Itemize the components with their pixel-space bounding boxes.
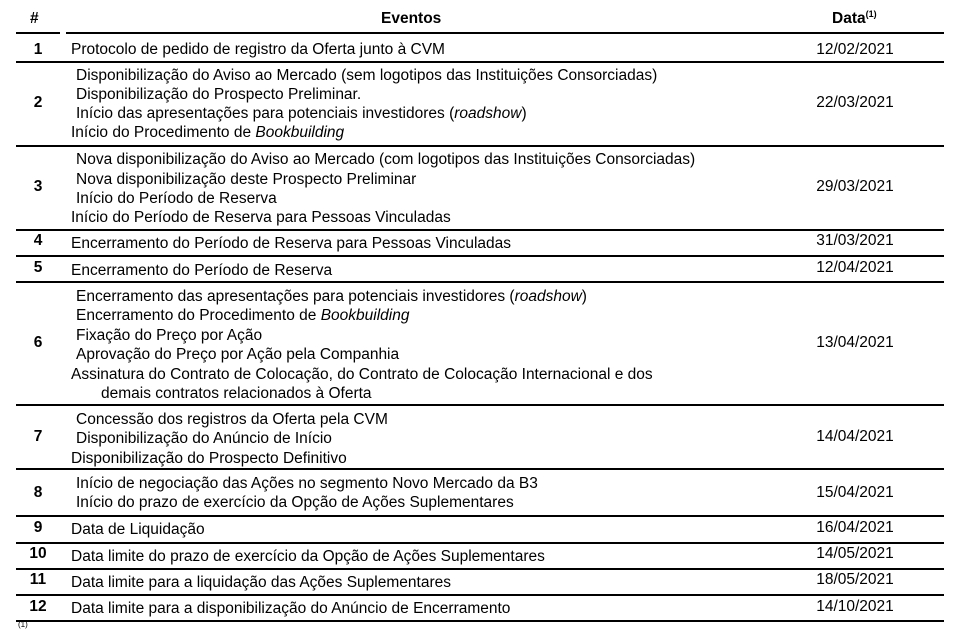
event-text: Início do prazo de exercício da Opção de Ações Suplementares: [76, 494, 514, 511]
row-divider: [16, 281, 944, 283]
event-line: [76, 494, 514, 512]
event-text: Início das apresentações para potenciais investidores (: [76, 105, 455, 122]
column-header-date-label: Data: [832, 10, 866, 27]
event-text: Início de negociação das Ações no segmento Novo Mercado da B3: [76, 475, 538, 492]
row-date: 12/02/2021: [816, 41, 894, 58]
event-line: [71, 235, 511, 253]
row-date: 18/05/2021: [816, 571, 894, 588]
header-rule-events: [66, 32, 766, 34]
event-line: [71, 209, 451, 227]
row-divider: [16, 61, 944, 63]
event-line: [76, 151, 695, 169]
event-text: Aprovação do Preço por Ação pela Companhia: [76, 346, 400, 363]
event-text: Início do Procedimento de: [71, 124, 256, 141]
event-line: [101, 385, 372, 403]
row-number: 11: [29, 571, 47, 588]
header-rule-date: [766, 32, 944, 34]
event-text: Protocolo de pedido de registro da Oferta junto à CVM: [71, 41, 445, 58]
event-line: [76, 411, 388, 429]
row-date: 15/04/2021: [816, 484, 894, 501]
event-text: Encerramento das apresentações para potenciais investidores (: [76, 288, 515, 305]
event-text: ): [521, 105, 527, 122]
event-line: [76, 67, 657, 85]
event-text: Data de Liquidação: [71, 521, 205, 538]
event-line: [76, 430, 332, 448]
event-text: Início do Período de Reserva para Pessoas Vinculadas: [71, 209, 451, 226]
event-text-italic: roadshow: [454, 105, 522, 122]
event-text: Disponibilização do Prospecto Preliminar.: [76, 86, 362, 103]
event-line: [71, 450, 347, 468]
row-divider: [16, 255, 944, 257]
row-date: 14/05/2021: [816, 545, 894, 562]
row-divider: [16, 404, 944, 406]
event-text: Início do Período de Reserva: [76, 190, 277, 207]
event-text: Data limite para a disponibilização do Anúncio de Encerramento: [71, 600, 511, 617]
event-line: [76, 171, 416, 189]
row-divider: [16, 229, 944, 231]
event-text: Nova disponibilização do Aviso ao Mercado (com logotipos das Instituições Consorciadas): [76, 151, 696, 168]
row-date: 13/04/2021: [816, 334, 894, 351]
row-divider: [16, 145, 944, 147]
column-header-events: Eventos: [381, 10, 442, 27]
event-text: Disponibilização do Anúncio de Início: [76, 430, 332, 447]
event-text: Data limite para a liquidação das Ações Suplementares: [71, 574, 451, 591]
row-date: 22/03/2021: [816, 94, 894, 111]
row-date: 29/03/2021: [816, 178, 894, 195]
header-rule-number: [16, 32, 60, 34]
event-line: [76, 475, 538, 493]
row-number: 1: [33, 41, 43, 58]
event-line: [76, 86, 361, 104]
row-divider: [16, 515, 944, 517]
column-header-number: #: [30, 10, 39, 27]
row-date: 31/03/2021: [816, 232, 894, 249]
event-text-italic: Bookbuilding: [320, 307, 410, 324]
row-number: 12: [29, 598, 47, 615]
row-number: 3: [33, 178, 43, 195]
event-text: Concessão dos registros da Oferta pela CVM: [76, 411, 388, 428]
event-text: Nova disponibilização deste Prospecto Preliminar: [76, 171, 417, 188]
event-line: [71, 574, 451, 592]
event-text: ): [581, 288, 587, 305]
row-date: 12/04/2021: [816, 259, 894, 276]
row-number: 6: [33, 334, 43, 351]
footnote-marker: (1): [18, 620, 28, 629]
event-text: Encerramento do Período de Reserva para Pessoas Vinculadas: [71, 235, 512, 252]
row-divider: [16, 620, 944, 622]
row-divider: [16, 468, 944, 470]
event-line: [71, 521, 205, 539]
row-number: 4: [33, 232, 43, 249]
row-divider: [16, 568, 944, 570]
event-line: [76, 346, 399, 364]
event-line: [71, 41, 445, 59]
event-text: Encerramento do Período de Reserva: [71, 262, 333, 279]
event-text: demais contratos relacionados à Oferta: [101, 385, 372, 402]
event-text: Data limite do prazo de exercício da Opção de Ações Suplementares: [71, 548, 545, 565]
event-text: Disponibilização do Aviso ao Mercado (sem logotipos das Instituições Consorciadas): [76, 67, 658, 84]
event-line: [71, 600, 510, 618]
event-line: [71, 366, 653, 384]
event-line: [76, 190, 277, 208]
event-line: [71, 262, 332, 280]
event-line: [76, 288, 587, 306]
row-date: 14/04/2021: [816, 428, 894, 445]
event-text-italic: Bookbuilding: [255, 124, 345, 141]
event-line: [76, 307, 409, 325]
row-divider: [16, 594, 944, 596]
column-header-date-note: (1): [865, 9, 877, 19]
row-date: 16/04/2021: [816, 519, 894, 536]
row-number: 7: [33, 428, 43, 445]
row-date: 14/10/2021: [816, 598, 894, 615]
row-divider: [16, 542, 944, 544]
event-line: [71, 124, 344, 142]
event-text: Assinatura do Contrato de Colocação, do Contrato de Colocação Internacional e dos: [71, 366, 653, 383]
event-text: Disponibilização do Prospecto Definitivo: [71, 450, 347, 467]
row-number: 5: [33, 259, 43, 276]
event-line: [76, 327, 262, 345]
event-line: [76, 105, 527, 123]
column-header-date: [832, 10, 877, 28]
row-number: 10: [29, 545, 47, 562]
row-number: 9: [33, 519, 43, 536]
event-text: Fixação do Preço por Ação: [76, 327, 263, 344]
event-line: [71, 548, 545, 566]
event-text: Encerramento do Procedimento de: [76, 307, 321, 324]
row-number: 8: [33, 484, 43, 501]
row-number: 2: [33, 94, 43, 111]
event-text-italic: roadshow: [514, 288, 582, 305]
